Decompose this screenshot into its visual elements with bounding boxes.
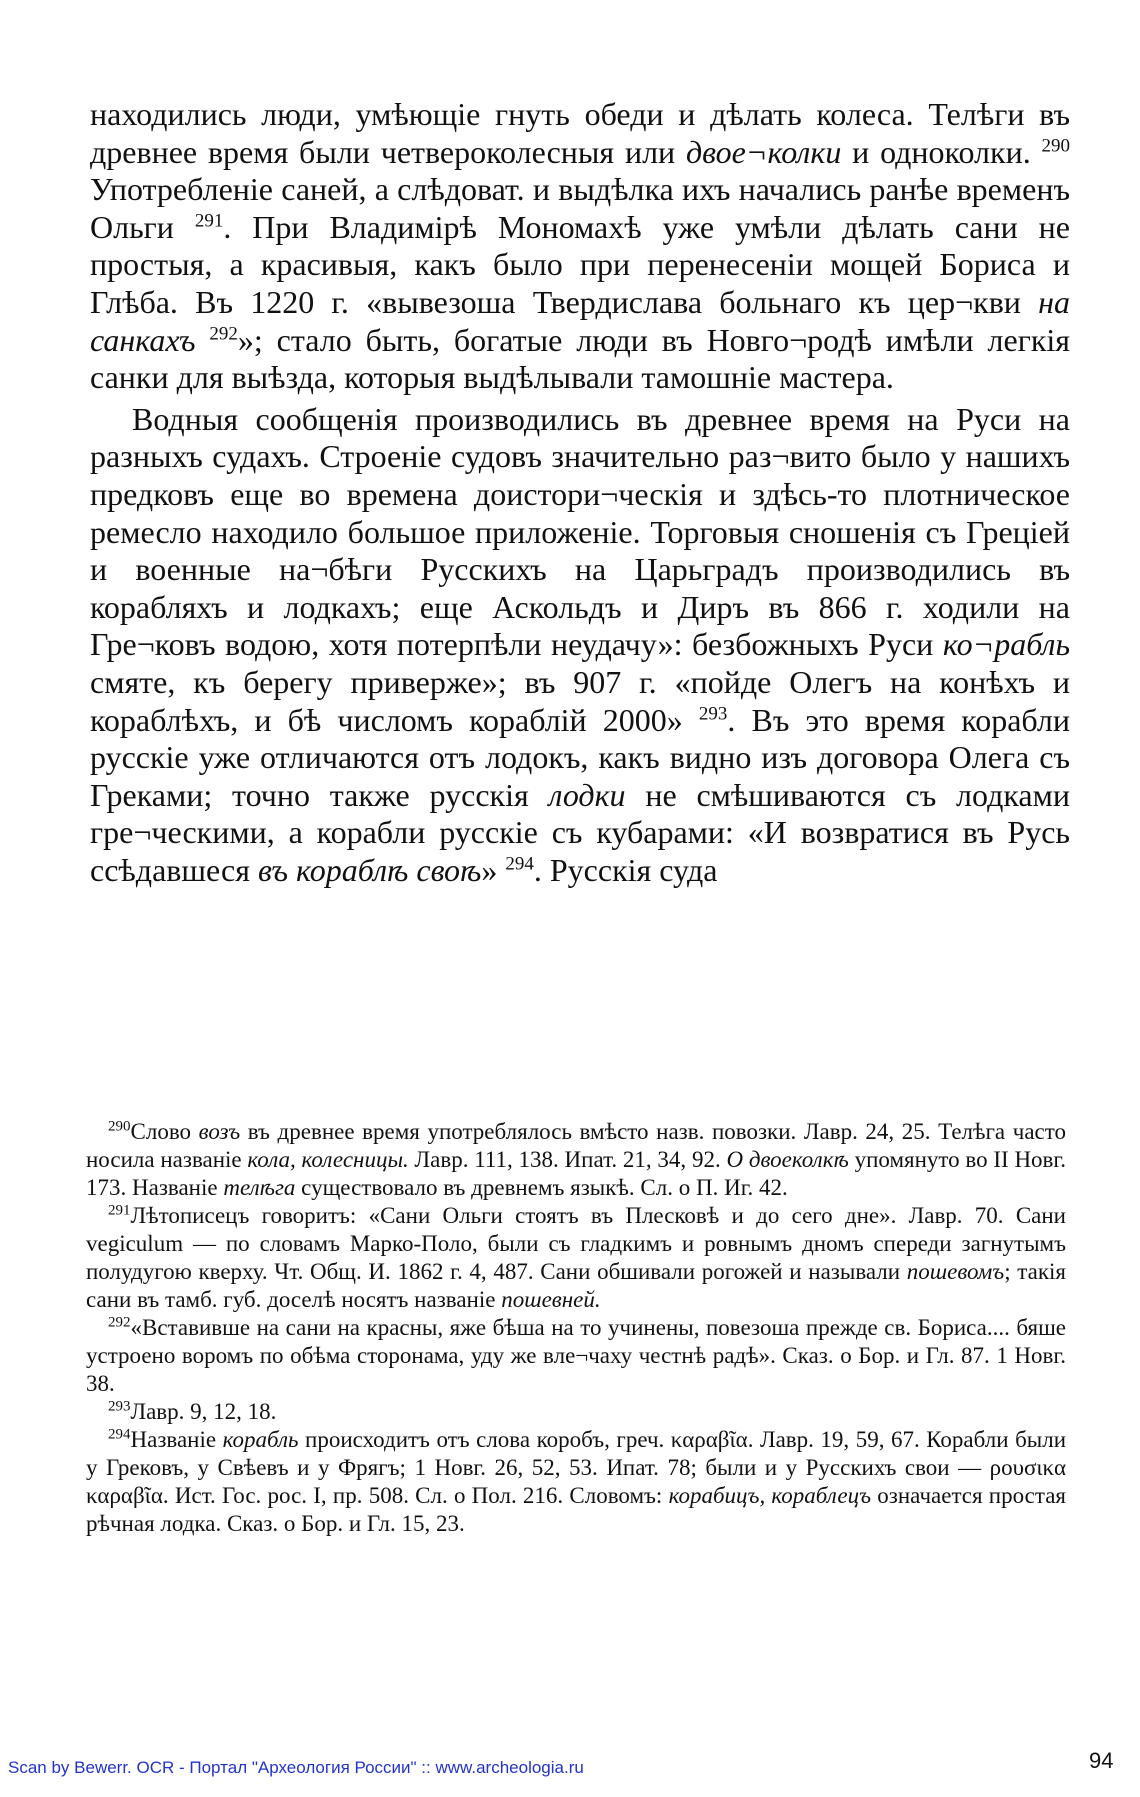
italic-term: ко¬рабль <box>942 626 1070 663</box>
text-run: происходитъ отъ слова коробъ, греч. καραβῖα. Лавр. 19, 59, 67. Корабли были у Грековъ, у Свѣевъ и у Фрягъ; 1 Новг. 26, 52, 53. Ипат. 78; были и у Русскихъ свои — ρουσικα καραβῖα. Ист. Гос. рос. I, пр. 508. Сл. о Пол. 216. Словомъ: <box>86 1427 1067 1508</box>
text-run: Употребленіе саней, а слѣдоват. и выдѣлка ихъ начались ранѣе временъ Ольги <box>90 171 1070 245</box>
italic-term: въ кораблѣ своѣ <box>257 851 482 888</box>
text-run <box>195 322 209 358</box>
scan-credit-link[interactable]: Scan by Bewerr. OCR - Портал "Археология России" :: www.archeologia.ru <box>8 1758 584 1777</box>
text-run: » <box>481 851 506 888</box>
footnote-ref: 292 <box>108 1314 131 1331</box>
footnote-ref: 290 <box>1041 134 1070 156</box>
italic-term: пошевомъ <box>906 1259 1005 1284</box>
footnote-ref: 291 <box>108 1202 131 1219</box>
footnote-ref: 292 <box>209 322 238 344</box>
footnote-290 <box>86 1118 1066 1202</box>
text-run: упомянуто во II Новг. 173. Названіе <box>86 1147 1067 1200</box>
text-run: »; стало быть, богатые люди въ Новго¬родѣ имѣли легкія санки для выѣзда, которыя выдѣлывали тамошніе мастера. <box>90 321 1071 396</box>
italic-term: корабль <box>222 1427 299 1452</box>
paragraph-water-transport <box>90 401 1070 890</box>
text-run: и одноколки. <box>841 133 1042 170</box>
italic-term: лодки <box>548 776 626 813</box>
footnote-ref: 293 <box>108 1398 131 1415</box>
text-run: Лавр. 9, 12, 18. <box>130 1399 277 1424</box>
italic-term: двое¬колки <box>685 133 842 170</box>
footnotes <box>86 1118 1066 1538</box>
text-run: Названіе <box>130 1427 223 1452</box>
italic-term: возъ <box>198 1119 241 1144</box>
footnote-292 <box>86 1314 1066 1398</box>
footnote-294 <box>86 1426 1066 1538</box>
text-run: Слово <box>130 1119 199 1144</box>
main-text <box>90 96 1070 889</box>
text-run: въ древнее время употреблялось вмѣсто назв. повозки. Лавр. 24, 25. Телѣга часто носила названіе <box>86 1119 1066 1172</box>
text-run: означается простая рѣчная лодка. Сказ. о Бор. и Гл. 15, 23. <box>86 1483 1067 1536</box>
italic-term: на санкахъ <box>90 283 1070 358</box>
italic-term: корабицъ, кораблецъ <box>668 1483 872 1508</box>
footnote-ref: 293 <box>698 702 728 724</box>
italic-term: О двоеколкѣ <box>726 1147 849 1172</box>
text-run: Лѣтописецъ говоритъ: «Сани Ольги стоятъ въ Плесковѣ и до сего дне». Лавр. 70. Сани vegiculum — по словамъ Марко-Поло, были съ гладкимъ и ровнымъ дномъ спереди загнутымъ полудугою кверху. Чт. Общ. И. 1862 г. 4, 487. Сани обшивали рогожей и называли <box>86 1203 1066 1284</box>
footnote-293 <box>86 1398 1066 1426</box>
text-run: Лавр. 111, 138. Ипат. 21, 34, 92. <box>408 1147 727 1172</box>
text-run: «Вставивше на сани на красны, яже бѣша на то учинены, повезоша прежде св. Бориса.... бяше устроено воромъ по обѣма сторонама, уду же вле¬чаху честнѣ радѣ». Сказ. о Бор. и Гл. 87. 1 Новг. 38. <box>86 1315 1066 1396</box>
text-run: . При Владимірѣ Мономахѣ уже умѣли дѣлать сани не простыя, а красивыя, какъ было при перенесеніи мощей Бориса и Глѣба. Въ 1220 г. «вывезоша Твердислава больнаго къ цер¬кви <box>90 208 1071 320</box>
italic-term: пошевней. <box>501 1287 601 1312</box>
text-run: не смѣшиваются съ лодками гре¬ческими, а корабли русскіе съ кубарами: «И возвратися въ Русь ссѣдавшеся <box>90 776 1070 888</box>
text-run: . Въ это время корабли русскіе уже отличаются отъ лодокъ, какъ видно изъ договора Олега съ Греками; точно также русскія <box>90 701 1070 813</box>
footnote-291 <box>86 1202 1066 1314</box>
footnote-ref: 290 <box>108 1118 131 1135</box>
italic-term: кола, колесницы. <box>247 1147 409 1172</box>
footnote-ref: 291 <box>194 210 224 232</box>
page-number: 94 <box>1089 1748 1114 1773</box>
footnote-ref: 294 <box>505 853 534 875</box>
footnote-ref: 294 <box>108 1426 131 1443</box>
text-run: существовало въ древнемъ языкѣ. Сл. о П. Иг. 42. <box>295 1175 788 1200</box>
text-run: Водныя сообщенія производились въ древнее время на Руси на разныхъ судахъ. Строеніе судовъ значительно раз¬вито было у нашихъ предковъ еще во времена доистори¬ческія и здѣсь-то плотническое ремесло находило большое приложеніе. Торговыя сношенія съ Греціей и военные на¬бѣги Русскихъ на Царьградъ производились въ корабляхъ и лодкахъ; еще Аскольдъ и Диръ въ 866 г. ходили на Гре¬ковъ водою, хотя потерпѣли неудачу»: безбожныхъ Руси <box>90 400 1070 663</box>
text-run: . Русскія суда <box>533 851 718 888</box>
text-run: находились люди, умѣющіе гнуть обеди и дѣлать колеса. Телѣги въ древнее время были четвероколесныя или <box>90 96 1070 170</box>
paragraph-wheels-sleds <box>90 96 1070 397</box>
text-run: смяте, къ берегу приверже»; въ 907 г. «пойде Олегъ на конѣхъ и кораблѣхъ, и бѣ числомъ кораблій 2000» <box>90 663 1070 738</box>
italic-term: телѣга <box>223 1175 296 1200</box>
text-run: ; такія сани въ тамб. губ. доселѣ носятъ названіе <box>86 1259 1066 1312</box>
